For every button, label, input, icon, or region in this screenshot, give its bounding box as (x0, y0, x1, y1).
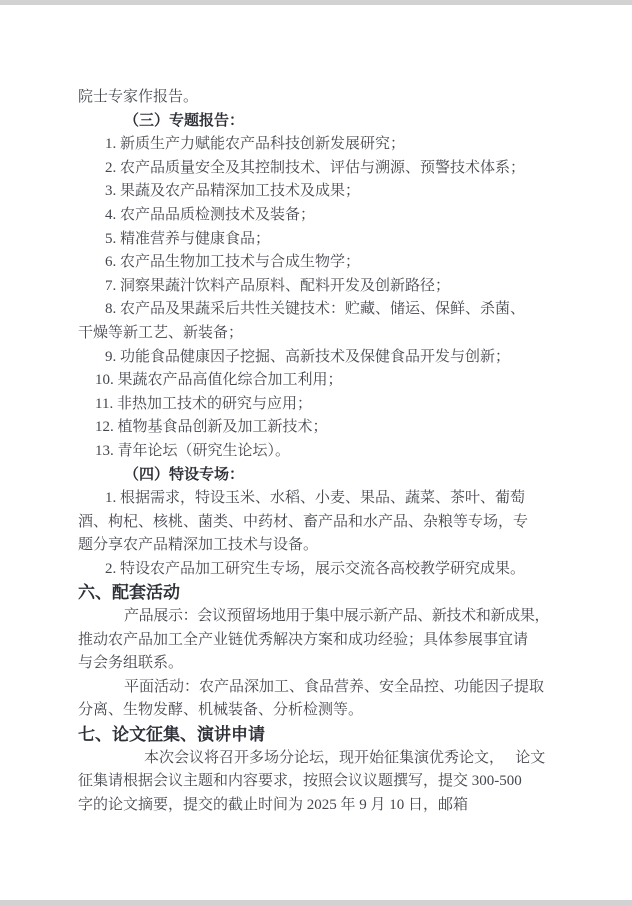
text-line: 12. 植物基食品创新及加工新技术； (95, 419, 328, 436)
text-line: 2. 特设农产品加工研究生专场，展示交流各高校教学研究成果。 (105, 560, 526, 577)
text-line: 字的论文摘要，提交的截止时间为 2025 年 9 月 10 日，邮箱 (78, 796, 469, 813)
text-line: 3. 果蔬及农产品精深加工技术及成果； (105, 183, 361, 200)
section-heading: 六、配套活动 (78, 583, 180, 603)
text-line: 平面活动：农产品深加工、食品营养、安全品控、功能因子提取 (124, 678, 545, 695)
text-line: 4. 农产品品质检测技术及装备； (105, 206, 316, 223)
text-line: 推动农产品加工全产业链优秀解决方案和成功经验；具体参展事宜请 (78, 631, 529, 648)
text-line: 11. 非热加工技术的研究与应用； (95, 395, 312, 412)
text-line: 院士专家作报告。 (78, 89, 199, 105)
text-line: 征集请根据会议主题和内容要求，按照会议议题撰写，提交 300-500 (78, 773, 522, 790)
subsection-heading: （四）特设专场： (124, 466, 245, 483)
text-line: 10. 果蔬农产品高值化综合加工利用； (95, 372, 343, 389)
text-line: 题分享农产品精深加工技术与设备。 (78, 537, 319, 554)
text-line: 5. 精准营养与健康食品； (105, 230, 271, 247)
text-line: 6. 农产品生物加工技术与合成生物学； (105, 254, 361, 271)
text-line: 13. 青年论坛（研究生论坛）。 (95, 442, 291, 459)
viewer-bottom-edge (0, 900, 632, 906)
page-text (78, 86, 549, 817)
text-line: 分离、生物发酵、机械装备、分析检测等。 (78, 702, 364, 719)
text-line: 本次会议将召开多场分论坛，现开始征集演优秀论文， 论文 (144, 749, 546, 766)
text-line: 7. 洞察果蔬汁饮料产品原料、配料开发及创新路径； (105, 277, 451, 294)
text-line: 产品展示：会议预留场地用于集中展示新产品、新技术和新成果， (124, 608, 549, 625)
text-line: 8. 农产品及果蔬采后共性关键技术：贮藏、储运、保鲜、杀菌、 (105, 301, 526, 318)
subsection-heading: （三）专题报告： (124, 112, 245, 129)
text-line: 2. 农产品质量安全及其控制技术、评估与溯源、预警技术体系； (105, 159, 526, 176)
document-page (0, 5, 632, 900)
text-line: 9. 功能食品健康因子挖掘、高新技术及保健食品开发与创新； (105, 348, 511, 365)
text-line: 1. 新质生产力赋能农产品科技创新发展研究； (105, 136, 406, 153)
text-line: 酒、枸杞、核桃、菌类、中药材、畜产品和水产品、杂粮等专场，专 (78, 513, 529, 530)
text-line: 1. 根据需求，特设玉米、水稻、小麦、果品、蔬菜、茶叶、葡萄 (105, 490, 526, 507)
section-heading: 七、论文征集、演讲申请 (78, 725, 265, 745)
text-line: 干燥等新工艺、新装备； (78, 324, 244, 341)
text-line: 与会务组联系。 (78, 655, 184, 672)
